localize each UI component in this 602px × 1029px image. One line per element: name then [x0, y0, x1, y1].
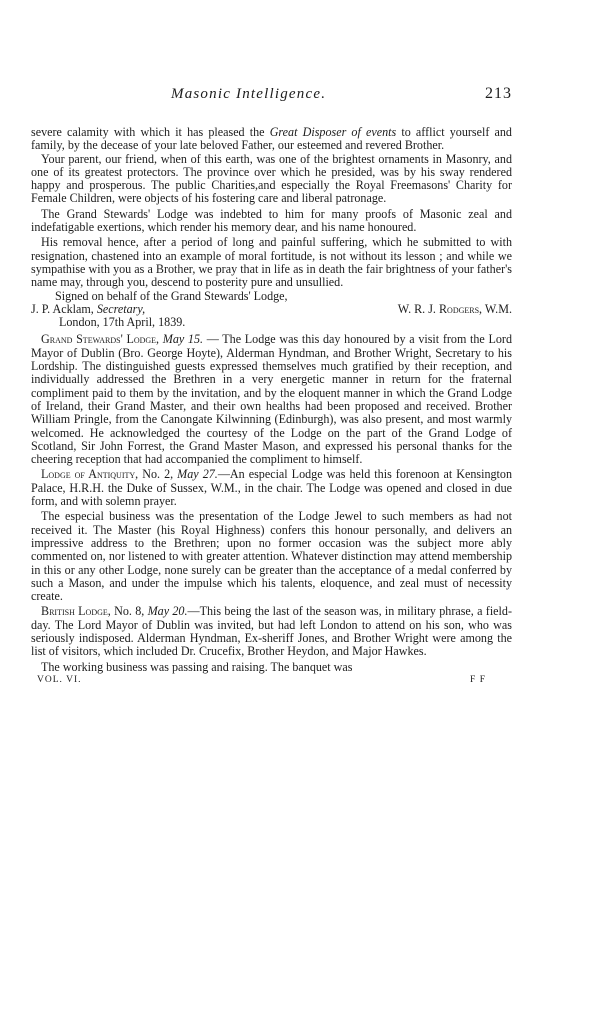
page-body	[31, 126, 512, 674]
section-grand-stewards-lodge: Grand Stewards' Lodge, May 15. — The Lodge was this day honoured by a visit from the Lord Mayor of Dublin (Bro. George Hoyte), Alderman Hyndman, and Brother Wright, Secretary to his Lordship. The distinguished guests expressed themselves much gratified by their reception, and individually addressed the Brethren in a very energetic manner in return for the fraternal compliment paid to them by the invitation, and by the eloquent manner in which the Grand Lodge of Ireland, their Grand Master, and their own healths had been proposed and received. Brother William Pringle, from the Canongate Kilwinning (Edinburgh), was also present, and most warmly welcomed. He acknowledged the courtesy of the Lodge on the part of the Grand Lodge of Scotland, Sir John Forrest, the Grand Master Mason, and expressed his personal thanks for the cheering reception that had accompanied the compliment to himself.	[31, 332, 512, 467]
signature-names	[31, 303, 512, 316]
paragraph-letter-removal: His removal hence, after a period of long and painful suffering, which he submitted to with resignation, chastened into an example of moral fortitude, is not without its lesson ; and while we sympathise with you as a Brother, we pray that in life as in death the fair brightness of your father's name may, through you, descend to posterity pure and unsullied.	[31, 235, 512, 290]
section-date: May 15.	[162, 332, 204, 347]
page-header	[31, 86, 512, 126]
signature-date: London, 17th April, 1839.	[59, 315, 186, 330]
section-date: May 20.	[147, 604, 188, 619]
section-heading: Lodge of Antiquity,	[41, 467, 139, 482]
section-lodge-of-antiquity: Lodge of Antiquity, No. 2, May 27.—An especial Lodge was held this forenoon at Kensington Palace, H.R.H. the Duke of Sussex, W.M., in the chair. The Lodge was opened and closed in due form, and with solemn prayer.	[31, 467, 513, 509]
section-heading: British Lodge,	[41, 604, 111, 619]
signature-mark: F F	[470, 674, 486, 685]
paragraph-working-business: The working business was passing and raising. The banquet was	[41, 659, 353, 674]
paragraph-letter-stewards: The Grand Stewards' Lodge was indebted to him for many proofs of Masonic zeal and indefatigable exertions, which render his memory dear, and his name honoured.	[31, 206, 512, 235]
page-number: 213	[485, 85, 512, 102]
signature-on-behalf: Signed on behalf of the Grand Stewards' Lodge,	[55, 288, 288, 303]
paragraph-lodge-jewel: The especial business was the presentation of the Lodge Jewel to such members as had not received it. The Master (his Royal Highness) confers this honour personally, and delivers an impressive address to the Brethren; upon no former occasion was the subject more ably commented on, nor listened to with greater attention. Whatever distinction may attend membership in this or any other Lodge, none surely can be greater than the acceptance of a medal conferred by such a Mason, and under the impulse which his talents, eloquence, and zeal must of necessity create.	[31, 509, 512, 604]
running-title: Masonic Intelligence.	[171, 86, 327, 102]
section-british-lodge: British Lodge, No. 8, May 20.—This being the last of the season was, in military phrase, a field-day. The Lord Mayor of Dublin was invited, but had left London to attend on his son, who was seriously indisposed. Alderman Hyndman, Ex-sheriff Jones, and Brother Wright were among the list of visitors, which included Dr. Crucefix, Brother Heydon, and Major Hawkes.	[31, 604, 512, 659]
signature-secretary: J. P. Acklam, Secretary,	[31, 301, 146, 316]
section-date: May 27.	[177, 467, 218, 482]
paragraph-letter-parent: Your parent, our friend, when of this earth, was one of the brightest ornaments in Masonry, and one of its greatest protectors. The province over which he presided, was by his sway rendered happy and prosperous. The public Charities,and especially the Royal Freemasons' Charity for Female Children, were objects of his fostering care and liberal patronage.	[31, 151, 512, 206]
signature-master: W. R. J. Rodgers, W.M.	[397, 301, 512, 316]
paragraph-letter-opening: severe calamity with which it has pleased the Great Disposer of events to afflict yourself and family, by the decease of your late beloved Father, our esteemed and revered Brother.	[31, 125, 512, 153]
section-heading: Grand Stewards' Lodge,	[41, 332, 160, 347]
page-footer	[31, 675, 512, 685]
volume-mark: VOL. VI.	[37, 674, 82, 685]
